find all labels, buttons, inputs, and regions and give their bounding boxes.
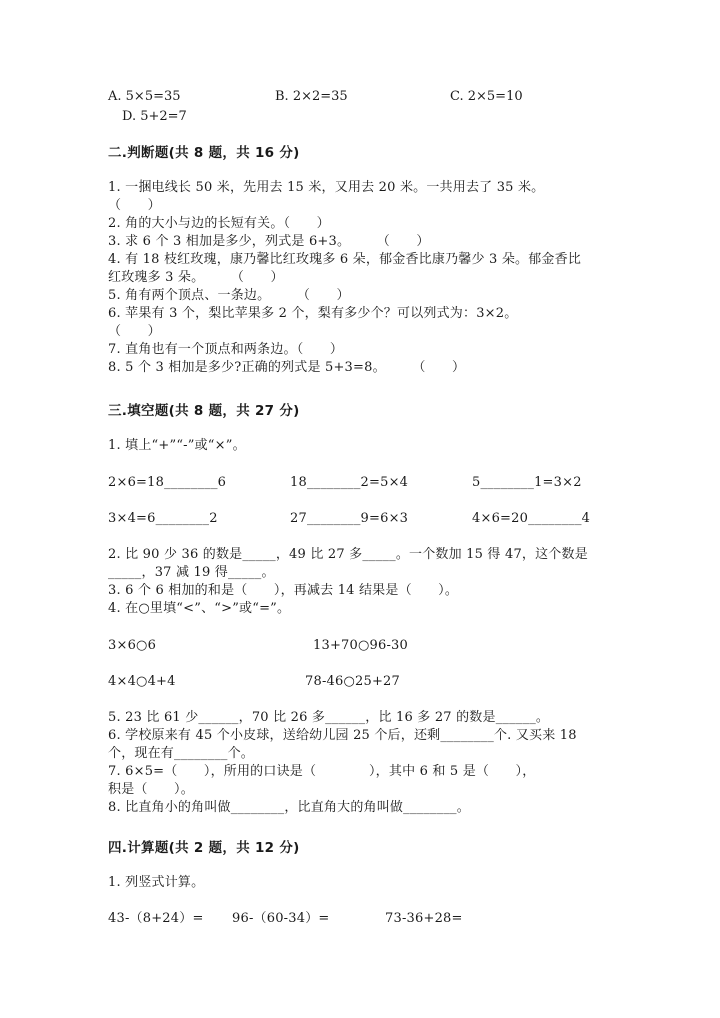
- section-2-title: 二.判断题(共 8 题，共 16 分): [108, 145, 300, 161]
- fill-q4-r2c1: 4×4○4+4: [108, 674, 176, 689]
- option-c: C. 2×5=10: [450, 89, 523, 104]
- judge-item-4-cont: 红玫瑰多 3 朵。 （ ）: [108, 270, 284, 285]
- fill-q1-r1c2: 18________2=5×4: [290, 475, 409, 490]
- fill-q4-r1c2: 13+70○96-30: [313, 638, 408, 653]
- judge-item-3: 3. 求 6 个 3 相加是多少，列式是 6+3。 （ ）: [108, 234, 430, 249]
- judge-item-6: 6. 苹果有 3 个，梨比苹果多 2 个，梨有多少个？可以列式为：3×2。: [108, 306, 518, 321]
- fill-q2-line2: _____，37 减 19 得_____。: [108, 565, 275, 580]
- judge-item-7: 7. 直角也有一个顶点和两条边。（ ）: [108, 342, 344, 357]
- section-4-title: 四.计算题(共 2 题，共 12 分): [108, 840, 300, 856]
- fill-q1-r1c1: 2×6=18________6: [108, 475, 227, 490]
- fill-q4-prompt: 4. 在○里填“<”、“>”或“=”。: [108, 601, 291, 616]
- fill-q7-line1: 7. 6×5=（ ），所用的口诀是（ ），其中 6 和 5 是（ ），: [108, 764, 536, 779]
- fill-q6-line2: 个，现在有________个。: [108, 746, 255, 761]
- fill-q1-r2c3: 4×6=20________4: [472, 511, 591, 526]
- fill-q2-line1: 2. 比 90 少 36 的数是_____，49 比 27 多_____。一个数加 15 得 47，这个数是: [108, 547, 588, 562]
- fill-q5: 5. 23 比 61 少______，70 比 26 多______，比 16 多 27 的数是______。: [108, 710, 550, 725]
- option-a: A. 5×5=35: [108, 89, 181, 104]
- judge-item-6-answer: （ ）: [108, 324, 161, 339]
- fill-q1-r1c3: 5________1=3×2: [472, 475, 582, 490]
- judge-item-2: 2. 角的大小与边的长短有关。（ ）: [108, 216, 330, 231]
- fill-q6-line1: 6. 学校原来有 45 个小皮球，送给幼儿园 25 个后，还剩________个. 又买来 18: [108, 728, 577, 743]
- fill-q1-r2c2: 27________9=6×3: [290, 511, 409, 526]
- judge-item-5: 5. 角有两个顶点、一条边。 （ ）: [108, 288, 350, 303]
- fill-q3: 3. 6 个 6 相加的和是（ ），再减去 14 结果是（ ）。: [108, 583, 459, 598]
- option-b: B. 2×2=35: [275, 89, 348, 104]
- judge-item-8: 8. 5 个 3 相加是多少?正确的列式是 5+3=8。 （ ）: [108, 360, 466, 375]
- fill-q4-r2c2: 78-46○25+27: [305, 674, 400, 689]
- calc-expr-3: 73-36+28=: [385, 911, 463, 926]
- judge-item-1-answer: （ ）: [108, 198, 161, 213]
- fill-q1-prompt: 1. 填上“+”“-”或“×”。: [108, 438, 246, 453]
- option-d: D. 5+2=7: [122, 109, 187, 124]
- judge-item-1: 1. 一捆电线长 50 米，先用去 15 米，又用去 20 米。一共用去了 35 米。: [108, 180, 545, 195]
- fill-q7-line2: 积是（ ）。: [108, 782, 194, 797]
- section-3-title: 三.填空题(共 8 题，共 27 分): [108, 403, 300, 419]
- judge-item-4: 4. 有 18 枝红玫瑰，康乃馨比红玫瑰多 6 朵，郁金香比康乃馨少 3 朵。郁金香比: [108, 252, 582, 267]
- calc-expr-1: 43-（8+24）=: [108, 911, 204, 926]
- fill-q8: 8. 比直角小的角叫做________，比直角大的角叫做________。: [108, 800, 470, 815]
- fill-q1-r2c1: 3×4=6________2: [108, 511, 218, 526]
- calc-expr-2: 96-（60-34）=: [232, 911, 330, 926]
- calc-q1-prompt: 1. 列竖式计算。: [108, 875, 205, 890]
- fill-q4-r1c1: 3×6○6: [108, 638, 157, 653]
